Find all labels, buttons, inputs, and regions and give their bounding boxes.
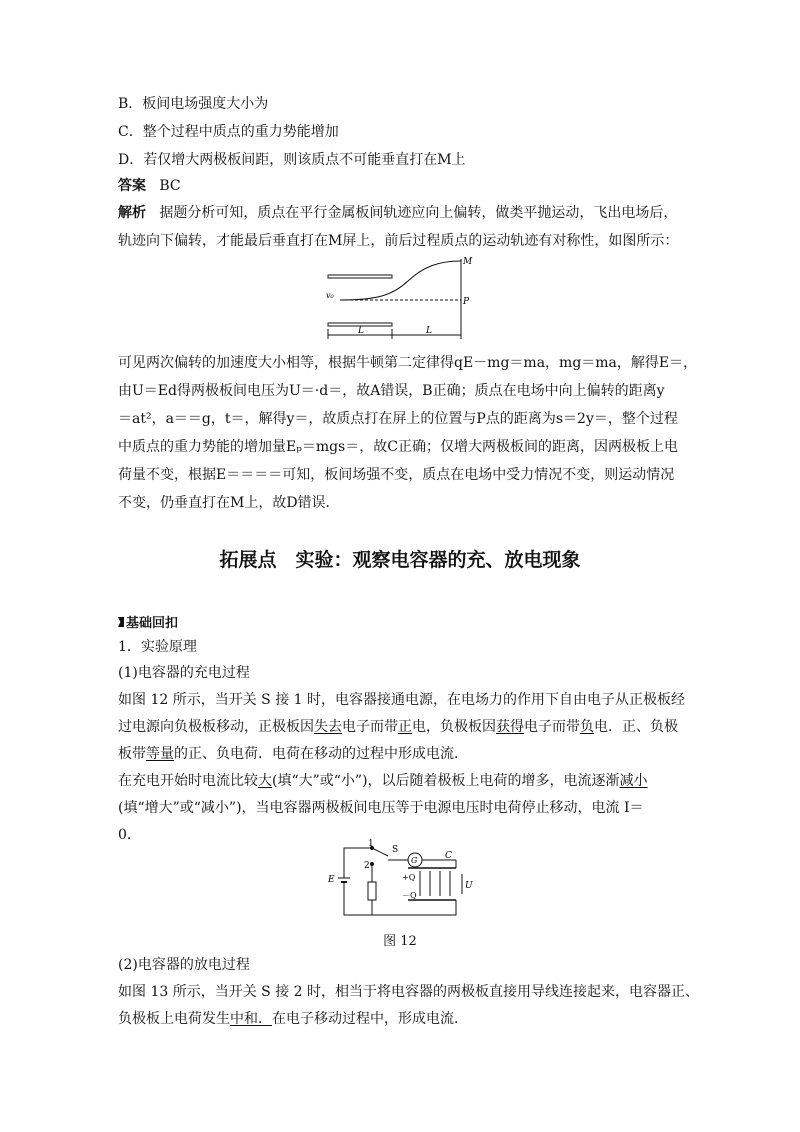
circuit-figure-12 (320, 838, 480, 920)
label-plus-q: +Q (402, 873, 416, 882)
label-p: P (463, 297, 470, 307)
analysis-line-6: 中质点的重力势能的增加量Eₚ＝mgs＝，故C正确；仅增大两极板间的距离，因两极板上电 (118, 439, 678, 455)
label-l1: L (358, 326, 364, 336)
label-1: 1 (368, 839, 374, 849)
label-u: U (465, 881, 473, 891)
label-minus-q: －Q (402, 891, 417, 900)
para1-line2: 过电源向负极板移动，正极板因失去电子而带正电，负极板因获得电子而带负电．正、负极 (118, 719, 678, 735)
analysis-line-7: 荷量不变，根据E＝＝＝＝可知，板间场强不变，质点在电场中受力情况不变，则运动情况 (118, 467, 675, 483)
answer-value: BC (159, 178, 181, 194)
label-c: C (445, 851, 452, 861)
label-s: S (392, 845, 399, 855)
label-e: E (328, 875, 335, 885)
label-m: M (463, 257, 473, 267)
item-1: 1．实验原理 (118, 639, 197, 655)
section-heading: 拓展点 实验：观察电容器的充、放电现象 (219, 549, 581, 571)
para2-line1: 在充电开始时电流比较大(填“大”或“小”)，以后随着极板上电荷的增多，电流逐渐减小 (118, 773, 648, 789)
answer-line (118, 176, 181, 196)
analysis-line-1: 解析 据题分析可知，质点在平行金属板间轨迹应向上偏转，做类平抛运动，飞出电场后， (118, 205, 678, 221)
trajectory-curve (340, 261, 461, 300)
top-plate (328, 275, 392, 278)
option-c: C．整个过程中质点的重力势能增加 (118, 124, 339, 140)
analysis-line-3: 可见两次偏转的加速度大小相等，根据牛顿第二定律得qE－mg＝ma，mg＝ma，解得E＝， (118, 355, 698, 371)
para3-line2: 负极板上电荷发生中和．在电子移动过程中，形成电流． (118, 1011, 468, 1027)
resistor (368, 882, 376, 900)
label-l2: L (426, 326, 432, 336)
label-2: 2 (364, 861, 370, 871)
trajectory-figure (318, 255, 488, 341)
label-v0: v₀ (326, 291, 334, 300)
switch-arm (372, 848, 388, 856)
option-b: B．板间电场强度大小为 (118, 96, 269, 112)
sub-1: (1)电容器的充电过程 (118, 665, 250, 681)
para1-line3: 板带等量的正、负电荷．电荷在移动的过程中形成电流． (118, 746, 468, 762)
analysis-line-8: 不变，仍垂直打在M上，故D错误． (118, 495, 340, 511)
para2-line2: (填“增大”或“减小”)，当电容器两极板间电压等于电源电压时电荷停止移动，电流 I＝ (118, 800, 644, 816)
figure-12-caption: 图 12 (383, 934, 417, 949)
answer-label: 答案 (118, 178, 146, 194)
analysis-line-5: ＝at²，a＝＝g，t＝，解得y＝，故质点打在屏上的位置与P点的距离为s＝2y＝，整个过程 (118, 411, 678, 427)
tag-marker-icon (118, 617, 124, 627)
para2-line3: 0． (118, 827, 141, 843)
sub-2: (2)电容器的放电过程 (118, 957, 250, 973)
analysis-label: 解析 (118, 205, 146, 221)
option-d: D．若仅增大两极板间距，则该质点不可能垂直打在M上 (118, 152, 466, 168)
section-tag: 基础回扣 (118, 612, 178, 631)
analysis-line-4: 由U＝Ed得两极板间电压为U＝·d＝，故A错误，B正确；质点在电场中向上偏转的距离y (118, 383, 665, 399)
para1-line1: 如图 12 所示，当开关 S 接 1 时，电容器接通电源，在电场力的作用下自由电子从正极板经 (118, 692, 686, 708)
para3-line1: 如图 13 所示，当开关 S 接 2 时，相当于将电容器的两极板直接用导线连接起来，电容器正、 (118, 984, 700, 1000)
label-g: G (411, 856, 418, 865)
analysis-line-2: 轨迹向下偏转，才能最后垂直打在M屏上，前后过程质点的运动轨迹有对称性，如图所示： (118, 233, 679, 249)
